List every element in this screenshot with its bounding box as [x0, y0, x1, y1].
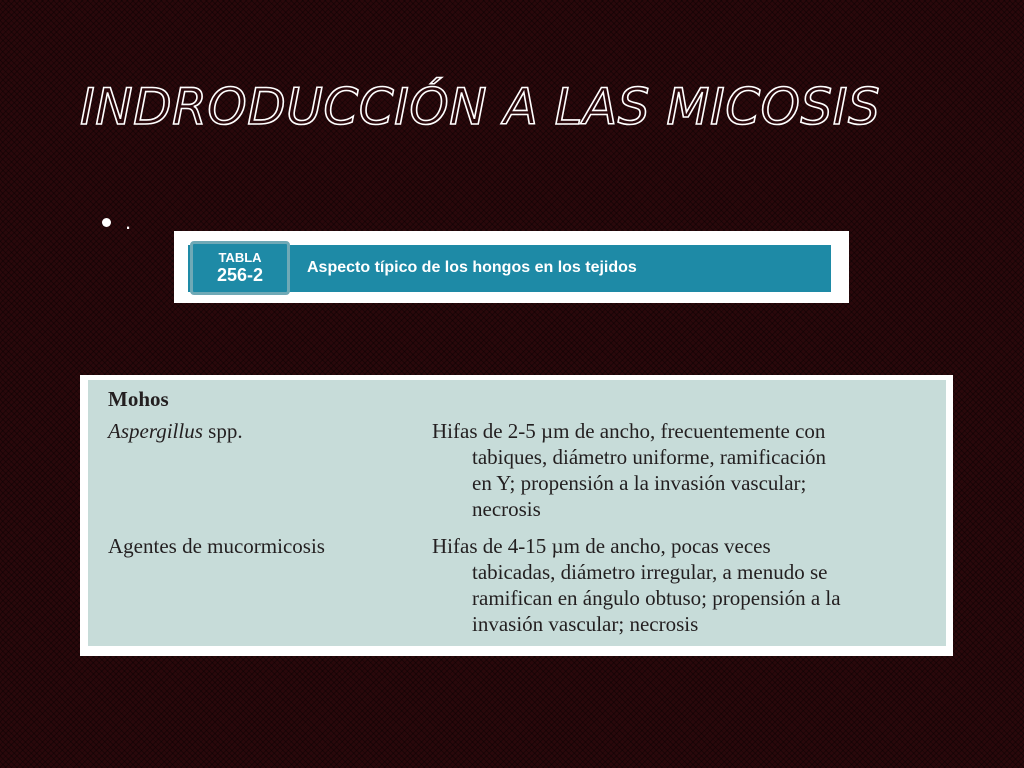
- table-body-image: [80, 375, 953, 656]
- organism-description: [432, 418, 902, 522]
- organism-description: [432, 533, 902, 637]
- bullet-item: [102, 210, 131, 233]
- bullet-dot-icon: [102, 218, 111, 227]
- table-header-image: [174, 231, 849, 303]
- table-body-panel: [88, 380, 946, 646]
- description-line: necrosis: [472, 497, 541, 521]
- description-line: ramifican en ángulo obtuso; propensión a la: [472, 586, 841, 610]
- organism-name: [108, 418, 243, 444]
- bullet-text: .: [125, 209, 132, 235]
- table-badge-label: TABLA: [218, 250, 262, 265]
- table-title: Aspecto típico de los hongos en los tejidos: [307, 259, 637, 276]
- description-line: tabicadas, diámetro irregular, a menudo se: [472, 560, 828, 584]
- organism-suffix: spp.: [202, 419, 243, 443]
- description-line: invasión vascular; necrosis: [472, 612, 699, 636]
- table-badge-number: 256-2: [216, 265, 264, 285]
- slide-title: INDRODUCCIÓN A LAS MICOSIS: [80, 78, 881, 136]
- description-line: tabiques, diámetro uniforme, ramificación: [472, 445, 826, 469]
- description-line: Hifas de 2-5 µm de ancho, frecuentemente con: [432, 419, 826, 443]
- table-number-badge: [190, 241, 290, 295]
- description-line: Hifas de 4-15 µm de ancho, pocas veces: [432, 534, 771, 558]
- organism-genus: Aspergillus: [108, 419, 203, 443]
- organism-name: Agentes de mucormicosis: [108, 534, 325, 558]
- section-heading: Mohos: [108, 387, 169, 411]
- description-line: en Y; propensión a la invasión vascular;: [472, 471, 807, 495]
